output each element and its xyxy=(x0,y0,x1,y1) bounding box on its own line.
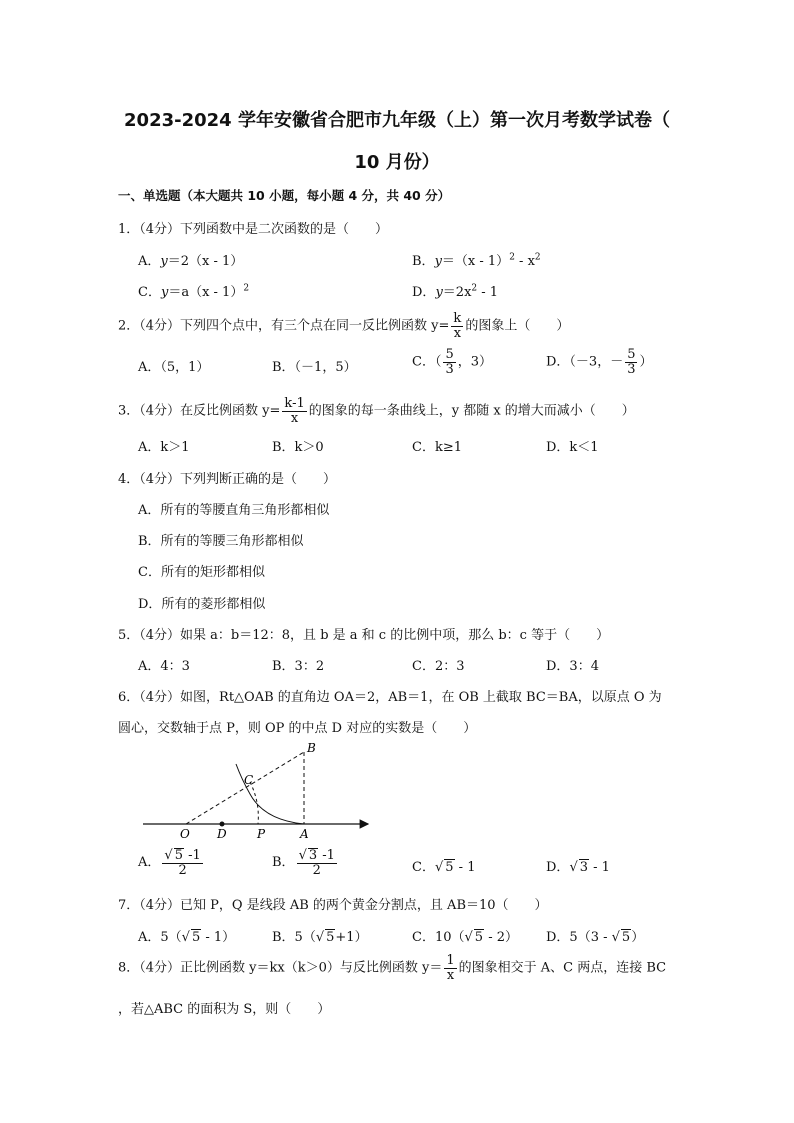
question-6-stem-line1: 6．（4分）如图，Rt△OAB 的直角边 OA＝2，AB＝1，在 OB 上截取 BC＝BA，以原点 O 为 xyxy=(118,690,662,705)
q6-option-d: D．√ 3 - 1 xyxy=(546,860,610,875)
q2-option-c: C．（ $\frac{5}{3}$ ，3） xyxy=(412,347,493,377)
q6-option-c: C．√ 5 - 1 xyxy=(412,860,476,875)
label-c: C xyxy=(244,773,254,787)
exam-title-line2: 10 月份） xyxy=(354,152,440,173)
fraction: $\frac{k}{x}$ xyxy=(453,311,462,341)
section-heading: 一、单选题（本大题共 10 小题，每小题 4 分，共 40 分） xyxy=(118,188,451,203)
q2-option-a: A．（5，1） xyxy=(138,360,210,375)
q3-option-b: B．k＞0 xyxy=(272,440,324,455)
label-d: D xyxy=(217,827,227,840)
exam-title-line1: 2023-2024 学年安徽省合肥市九年级（上）第一次月考数学试卷（ xyxy=(124,110,670,131)
q5-option-c: C．2：3 xyxy=(412,659,465,674)
q4-option-a: A．所有的等腰直角三角形都相似 xyxy=(138,503,330,518)
point-d xyxy=(220,822,225,827)
segment-ob xyxy=(186,752,304,824)
question-2-stem: 2．（4分）下列四个点中，有三个点在同一反比例函数 y= $\frac{k}{x}$ 的图象上（ ） xyxy=(118,311,570,341)
question-7-stem: 7．（4分）已知 P，Q 是线段 AB 的两个黄金分割点，且 AB＝10（ ） xyxy=(118,898,548,913)
q1-option-d: D．$y=2x^2 - 1$ xyxy=(412,283,499,300)
q5-option-d: D．3：4 xyxy=(546,659,599,674)
q6-option-b: B． $\frac{√ 3 -1}{2}$ xyxy=(272,848,335,878)
q7-option-c: C．10（√ 5 - 2） xyxy=(412,930,519,945)
label-b: B xyxy=(307,741,316,755)
q1-option-c: C．y＝a（x - 1）$^2$ xyxy=(138,283,250,300)
q2-option-b: B．（－1，5） xyxy=(272,360,357,375)
q3-option-d: D．k＜1 xyxy=(546,440,599,455)
label-p: P xyxy=(257,827,266,840)
question-3-stem: 3．（4分）在反比例函数 y= $\frac{k-1}{x}$ 的图象的每一条曲线上，y 都随 x 的增大而减小（ ） xyxy=(118,396,635,426)
q7-option-b: B．5（√ 5+1） xyxy=(272,930,368,945)
q3-option-c: C．k≥1 xyxy=(412,440,462,455)
arc-to-p xyxy=(250,782,258,824)
q1-option-a: A．y＝2（x - 1） xyxy=(138,254,244,269)
q4-option-d: D．所有的菱形都相似 xyxy=(138,597,266,612)
question-5-stem: 5．（4分）如果 a：b＝12：8，且 b 是 a 和 c 的比例中项，那么 b：c 等于（ ） xyxy=(118,628,610,643)
q3-option-a: A．k＞1 xyxy=(138,440,190,455)
label-a: A xyxy=(300,827,309,840)
q2-option-d: D．（－3，－ $\frac{5}{3}$ ） xyxy=(546,347,653,377)
q5-option-b: B．3：2 xyxy=(272,659,325,674)
question-8-stem-line2: ，若△ABC 的面积为 S，则（ ） xyxy=(118,1002,331,1017)
question-4-stem: 4．（4分）下列判断正确的是（ ） xyxy=(118,472,337,487)
q7-option-d: D．5（3 - √ 5） xyxy=(546,930,645,945)
label-o: O xyxy=(180,827,190,840)
question-6-stem-line2: 圆心，交数轴于点 P，则 OP 的中点 D 对应的实数是（ ） xyxy=(118,721,477,736)
question-8-stem: 8．（4分）正比例函数 y＝kx（k＞0）与反比例函数 y＝ $\frac{1}{x}$ 的图象相交于 A、C 两点，连接 BC xyxy=(118,953,667,983)
q4-option-c: C．所有的矩形都相似 xyxy=(138,565,265,580)
q5-option-a: A．4：3 xyxy=(138,659,190,674)
q4-option-b: B．所有的等腰三角形都相似 xyxy=(138,534,304,549)
q6-figure xyxy=(138,740,378,840)
q6-option-a: A． $\frac{√ 5 -1}{2}$ xyxy=(138,848,201,878)
q7-option-a: A．5（√ 5 - 1） xyxy=(138,930,236,945)
q1-option-b: B．$y=(x - 1)^2 - x^2$ xyxy=(412,252,541,269)
question-1-stem: 1．（4分）下列函数中是二次函数的是（ ） xyxy=(118,222,389,237)
